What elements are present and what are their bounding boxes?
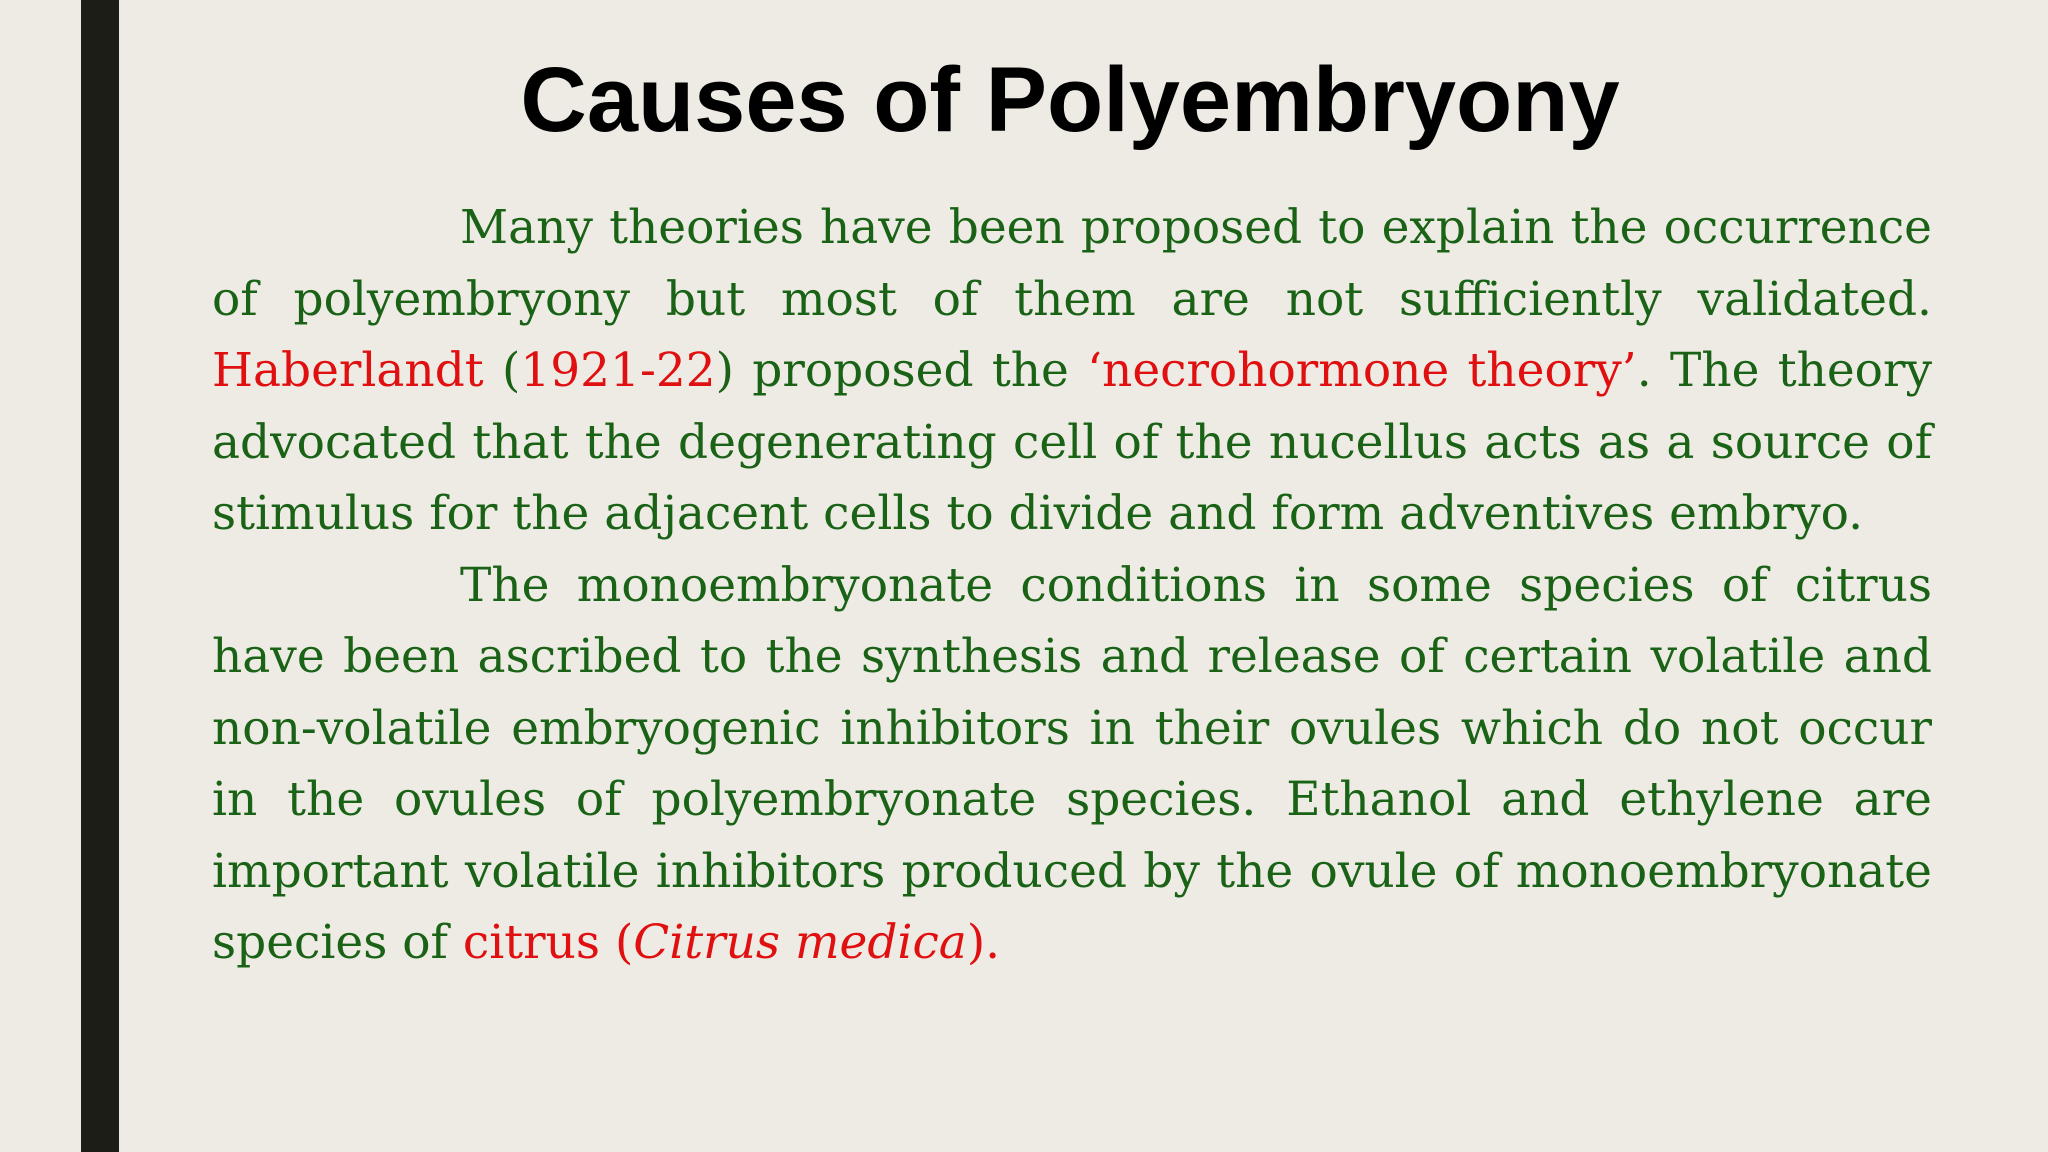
paragraph2-paren-open: ( bbox=[600, 915, 634, 970]
paragraph-necrohormone bbox=[212, 192, 1932, 550]
paragraph1-text-c: . The theory advocated that the degenerating cell of the nucellus acts as a source of stimulus for the adjacent cells to divide and form adventives embryo. bbox=[212, 343, 1932, 541]
paragraph2-text-a: The monoembryonate conditions in some species of citrus have been ascribed to the synthesis and release of certain volatile and non-volatile embryogenic inhibitors in their ovules which do not occur in the ovules of polyembryonate species. Ethanol and ethylene are important volatile inhibitors produced by the ovule of monoembryonate species of bbox=[212, 557, 1932, 970]
paragraph-inhibitors bbox=[212, 550, 1932, 979]
author-name: Haberlandt bbox=[212, 343, 484, 398]
left-accent-bar bbox=[81, 0, 119, 1152]
paragraph1-paren-open: ( bbox=[483, 343, 521, 398]
slide-body bbox=[212, 192, 1932, 979]
theory-name: ‘necrohormone theory’ bbox=[1087, 343, 1637, 398]
common-name: citrus bbox=[462, 915, 600, 970]
author-years: 1921-22 bbox=[520, 343, 716, 398]
paragraph1-text-a: Many theories have been proposed to explain the occurrence of polyembryony but most of them are not sufficiently validated. bbox=[212, 200, 1932, 327]
paragraph1-text-b: ) proposed the bbox=[715, 343, 1088, 398]
paragraph2-paren-close: ). bbox=[966, 915, 1001, 970]
slide-title: Causes of Polyembryony bbox=[520, 49, 1620, 151]
scientific-name: Citrus medica bbox=[633, 915, 967, 970]
